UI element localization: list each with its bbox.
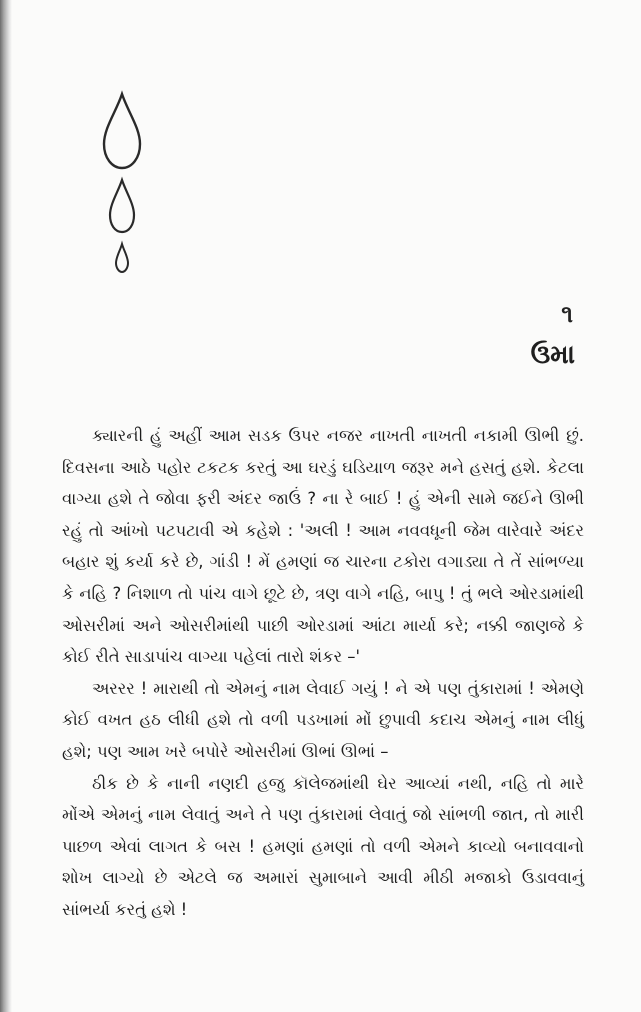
paragraph: ક્યારની હું અહીં આમ સડક ઉપર નજર નાખતી નાખતી નકામી ઊભી છું. દિવસના આઠે પહોર ટકટક કરતું આ ઘરડું ઘડિયાળ જરૂર મને હસતું હશે. કેટલા વાગ્યા હશે તે જોવા ફરી અંદર જાઉં ? ના રે બાઈ ! હું એની સામે જઈને ઊભી રહું તો આંખો પટપટાવી એ કહેશે : 'અલી ! આમ નવવધૂની જેમ વારેવારે અંદર બહાર શું કર્યા કરે છે, ગાંડી ! મેં હમણાં જ ચારના ટકોરા વગાડ્યા તે તેં સાંભળ્યા કે નહિ ? નિશાળ તો પાંચ વાગે છૂટે છે, ત્રણ વાગે નહિ, બાપુ ! તું ભલે ઓરડામાંથી ઓસરીમાં અને ઓસરીમાંથી પાછી ઓરડામાં આંટા માર્યા કરે; નક્કી જાણજે કે કોઈ રીતે સાડાપાંચ વાગ્યા પહેલાં તારો શંકર –' xyxy=(62,426,584,667)
story-text xyxy=(62,420,584,926)
medium-drop-icon xyxy=(110,180,134,232)
water-drops-ornament xyxy=(92,88,152,288)
chapter-title: ઉમા xyxy=(530,340,575,370)
paragraph: અરરર ! મારાથી તો એમનું નામ લેવાઈ ગયું ! ને એ પણ તુંકારામાં ! એમણે કોઈ વખત હઠ લીધી હશે તો વળી પડખામાં મોં છુપાવી કદાચ એમનું નામ લીધું હશે; પણ આમ ખરે બપોરે ઓસરીમાં ઊભાં ઊભાં – xyxy=(62,678,584,761)
page-binding-shadow xyxy=(0,0,12,1012)
large-drop-icon xyxy=(104,94,140,168)
small-drop-icon xyxy=(116,244,128,272)
paragraph: ઠીક છે કે નાની નણદી હજુ કૉલેજમાંથી ઘેર આવ્યાં નથી, નહિ તો મારે મોંએ એમનું નામ લેવાતું અને તે પણ તુંકારામાં લેવાતું જો સાંભળી જાત, તો મારી પાછળ એવાં લાગત કે બસ ! હમણાં હમણાં તો વળી એમને કાવ્યો બનાવવાનો શોખ લાગ્યો છે એટલે જ અમારાં સુમાબાને આવી મીઠી મજાકો ઉડાવવાનું સાંભર્યા કરતું હશે ! xyxy=(62,773,584,919)
chapter-number: ૧ xyxy=(561,300,573,328)
